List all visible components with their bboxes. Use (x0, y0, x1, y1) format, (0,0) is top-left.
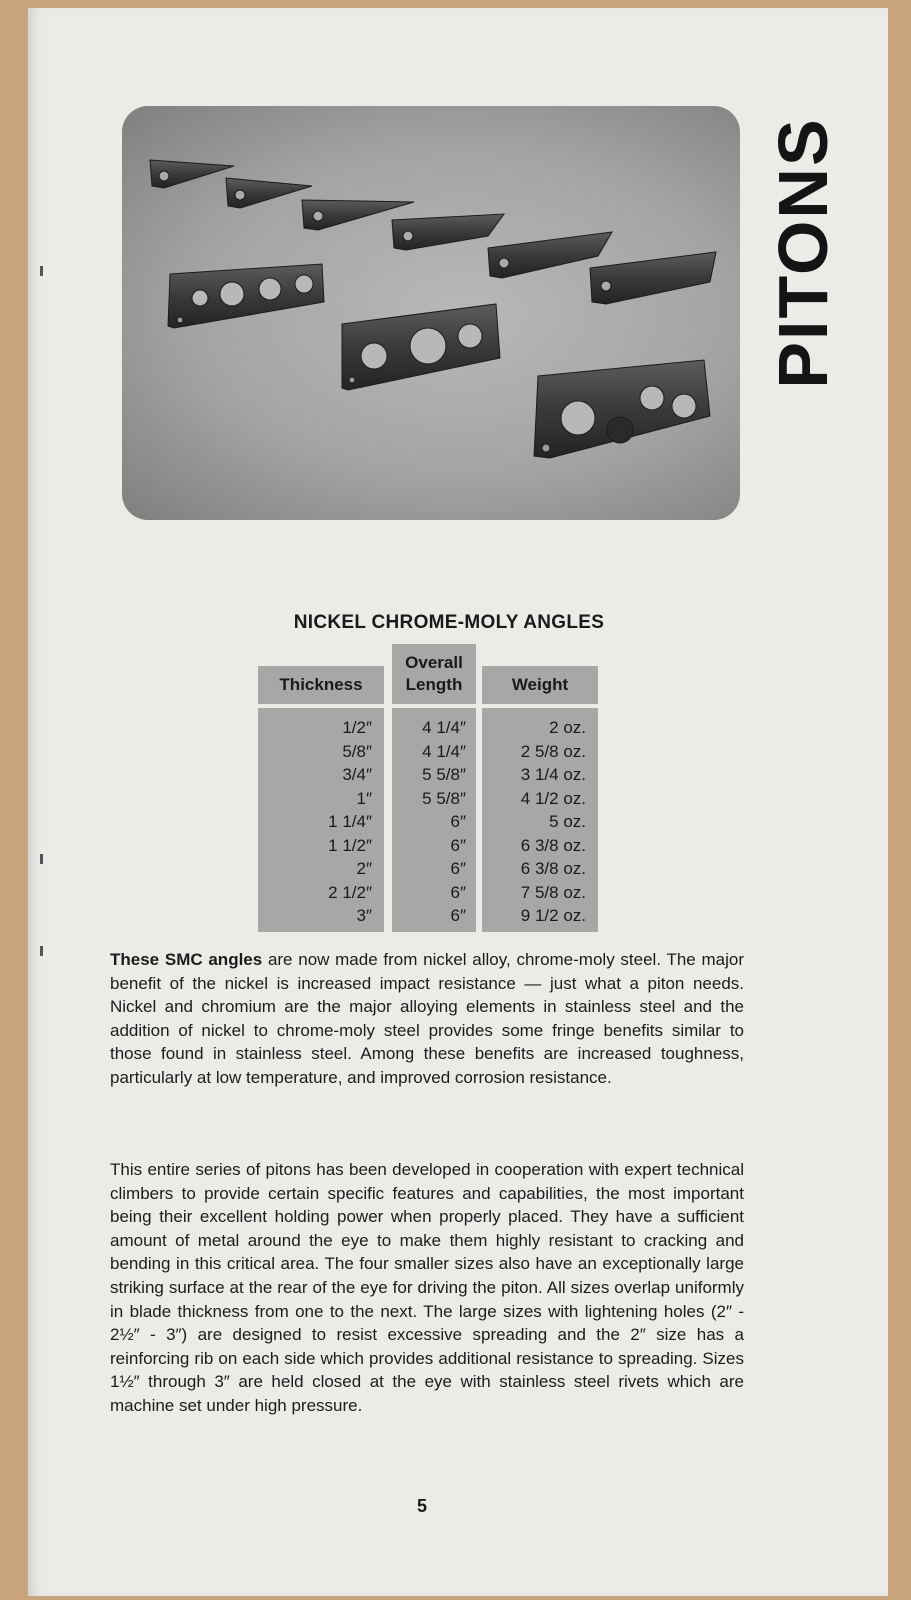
table-cell: 6″ (450, 859, 466, 878)
table-cell: 1 1/4″ (328, 812, 372, 831)
header-length-line2: Length (405, 675, 463, 694)
table-cell: 6″ (450, 882, 466, 902)
section-title (748, 108, 858, 398)
spine-mark (40, 946, 43, 956)
small-piton (150, 160, 234, 188)
table-cell: 6 3/8 oz. (520, 835, 586, 855)
booklet-page (28, 8, 888, 1596)
table-cell: 5 5/8″ (422, 788, 466, 808)
header-length-line1: Overall (405, 653, 463, 672)
table-title: NICKEL CHROME-MOLY ANGLES (293, 612, 605, 633)
table-cell: 5/8″ (342, 741, 372, 761)
table-cell: 5 oz. (549, 812, 586, 831)
weight-values (482, 716, 586, 928)
table-cell: 1/2″ (342, 718, 372, 737)
large-piton (534, 360, 710, 458)
table-cell: 3″ (356, 906, 372, 925)
page-number: 5 (416, 1496, 427, 1516)
spine-mark (40, 854, 43, 864)
table-cell: 4 1/2 oz. (520, 788, 586, 808)
header-thickness: Thickness (258, 666, 384, 704)
paragraph-lead: These SMC angles (110, 950, 263, 969)
table-cell: 1 1/2″ (328, 835, 372, 855)
length-values (392, 716, 466, 928)
table-cell: 2 5/8 oz. (520, 741, 586, 761)
paragraph-text: are now made from nickel alloy, chrome-moly steel. The major benefit of the nickel is increased impact resistance — just what a piton needs. Nickel and chromium are the major alloying elements in stainless steel and the addition of nickel to chrome-moly steel provides some fringe benefits similar to those found in stainless steel. Among these benefits are increased toughness, particularly at low temperature, and improved corrosion resistance. (110, 950, 744, 1087)
small-piton (590, 252, 716, 304)
table-cell: 5 5/8″ (422, 765, 466, 784)
small-piton (392, 214, 504, 250)
piton-angles-photo (122, 106, 740, 520)
large-piton (168, 264, 324, 328)
table-cell: 4 1/4″ (422, 741, 466, 761)
table-cell: 1″ (356, 788, 372, 808)
table-cell: 2″ (356, 859, 372, 878)
spine-mark (40, 266, 43, 276)
table-cell: 6″ (450, 812, 466, 831)
table-cell: 4 1/4″ (422, 718, 466, 737)
table-cell: 6″ (450, 906, 466, 925)
section-title-text: PITONS (764, 117, 842, 389)
large-piton (342, 304, 500, 390)
table-cell: 3 1/4 oz. (520, 765, 586, 784)
small-piton (226, 178, 312, 208)
table-cell: 3/4″ (342, 765, 372, 784)
table-cell: 2 oz. (549, 718, 586, 737)
paragraph-series: This entire series of pitons has been developed in cooperation with expert technical climbers to provide certain specific features and capabilities, the most important being their excellent holding power when properly placed. They have a sufficient amount of metal around the eye to make them highly resistant to cracking and bending in this critical area. The four smaller sizes also have an exceptionally large striking surface at the rear of the eye for driving the piton. All sizes overlap uniformly in blade thickness from one to the next. The large sizes with lightening holes (2″ - 2½″ - 3″) are designed to resist excessive spreading and the 2″ size has a reinforcing rib on each side which provides additional resistance to spreading. Sizes 1½″ through 3″ are held closed at the eye with stainless steel rivets which are machine set under high pressure. (110, 1160, 744, 1415)
table-cell: 2 1/2″ (328, 882, 372, 902)
table-cell: 7 5/8 oz. (520, 882, 586, 902)
table-cell: 9 1/2 oz. (520, 906, 586, 925)
header-overall-length (392, 644, 476, 704)
table-cell: 6″ (450, 835, 466, 855)
table-cell: 6 3/8 oz. (520, 859, 586, 878)
paragraph-smc-angles (110, 948, 744, 1090)
header-weight: Weight (482, 666, 598, 704)
thickness-values (258, 716, 372, 928)
